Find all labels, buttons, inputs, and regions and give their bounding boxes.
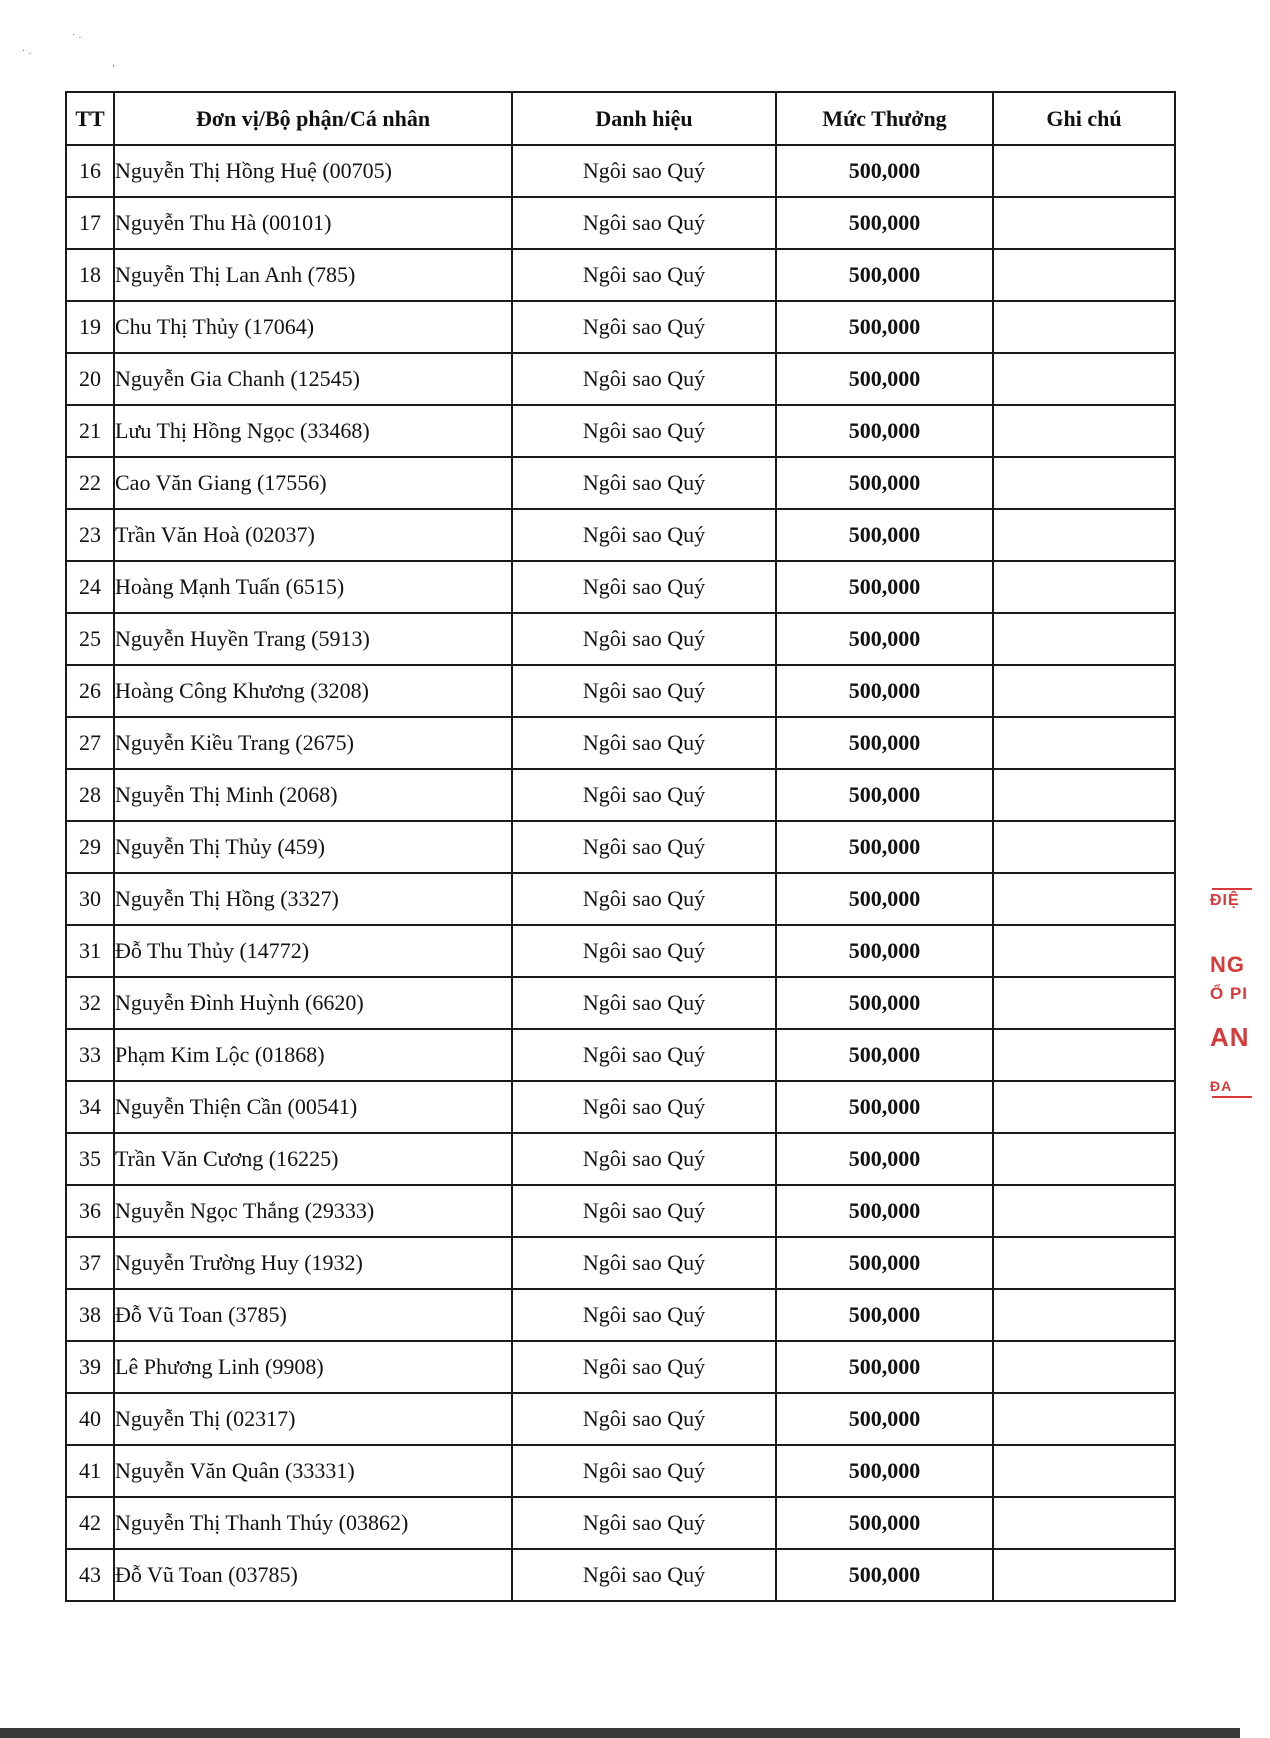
cell-amount: 500,000 bbox=[776, 249, 993, 301]
cell-name: Nguyễn Thị Hồng (3327) bbox=[114, 873, 512, 925]
cell-name: Nguyễn Thị Thủy (459) bbox=[114, 821, 512, 873]
table-row bbox=[66, 1029, 1175, 1081]
table-row bbox=[66, 821, 1175, 873]
cell-tt: 38 bbox=[66, 1289, 114, 1341]
cell-name: Hoàng Mạnh Tuấn (6515) bbox=[114, 561, 512, 613]
cell-name: Trần Văn Cương (16225) bbox=[114, 1133, 512, 1185]
cell-title: Ngôi sao Quý bbox=[512, 1445, 776, 1497]
cell-tt: 42 bbox=[66, 1497, 114, 1549]
cell-name: Cao Văn Giang (17556) bbox=[114, 457, 512, 509]
cell-amount: 500,000 bbox=[776, 457, 993, 509]
cell-note bbox=[993, 249, 1175, 301]
cell-amount: 500,000 bbox=[776, 197, 993, 249]
cell-note bbox=[993, 977, 1175, 1029]
cell-tt: 16 bbox=[66, 145, 114, 197]
cell-amount: 500,000 bbox=[776, 1289, 993, 1341]
cell-amount: 500,000 bbox=[776, 1185, 993, 1237]
cell-amount: 500,000 bbox=[776, 665, 993, 717]
cell-note bbox=[993, 405, 1175, 457]
cell-note bbox=[993, 1289, 1175, 1341]
table-row bbox=[66, 561, 1175, 613]
cell-note bbox=[993, 1549, 1175, 1601]
cell-note bbox=[993, 821, 1175, 873]
cell-title: Ngôi sao Quý bbox=[512, 509, 776, 561]
scan-speck: · . bbox=[72, 30, 82, 41]
cell-name: Lưu Thị Hồng Ngọc (33468) bbox=[114, 405, 512, 457]
cell-note bbox=[993, 1393, 1175, 1445]
cell-name: Phạm Kim Lộc (01868) bbox=[114, 1029, 512, 1081]
header-tt: TT bbox=[66, 92, 114, 145]
cell-amount: 500,000 bbox=[776, 977, 993, 1029]
cell-tt: 19 bbox=[66, 301, 114, 353]
cell-name: Nguyễn Trường Huy (1932) bbox=[114, 1237, 512, 1289]
table-row bbox=[66, 1081, 1175, 1133]
table-row bbox=[66, 769, 1175, 821]
cell-tt: 17 bbox=[66, 197, 114, 249]
cell-note bbox=[993, 717, 1175, 769]
cell-amount: 500,000 bbox=[776, 1029, 993, 1081]
cell-amount: 500,000 bbox=[776, 613, 993, 665]
cell-note bbox=[993, 613, 1175, 665]
cell-title: Ngôi sao Quý bbox=[512, 717, 776, 769]
table-row bbox=[66, 197, 1175, 249]
cell-tt: 22 bbox=[66, 457, 114, 509]
table-row bbox=[66, 1497, 1175, 1549]
scan-speck: · . bbox=[22, 46, 32, 57]
cell-note bbox=[993, 873, 1175, 925]
cell-note bbox=[993, 665, 1175, 717]
cell-name: Nguyễn Thị Minh (2068) bbox=[114, 769, 512, 821]
cell-tt: 39 bbox=[66, 1341, 114, 1393]
cell-title: Ngôi sao Quý bbox=[512, 613, 776, 665]
cell-title: Ngôi sao Quý bbox=[512, 1237, 776, 1289]
table-row bbox=[66, 301, 1175, 353]
cell-title: Ngôi sao Quý bbox=[512, 1185, 776, 1237]
cell-tt: 24 bbox=[66, 561, 114, 613]
table-row bbox=[66, 613, 1175, 665]
cell-name: Đỗ Thu Thủy (14772) bbox=[114, 925, 512, 977]
cell-tt: 25 bbox=[66, 613, 114, 665]
table-header-row bbox=[66, 92, 1175, 145]
cell-note bbox=[993, 145, 1175, 197]
cell-name: Nguyễn Thu Hà (00101) bbox=[114, 197, 512, 249]
cell-tt: 23 bbox=[66, 509, 114, 561]
cell-title: Ngôi sao Quý bbox=[512, 301, 776, 353]
table-row bbox=[66, 977, 1175, 1029]
cell-note bbox=[993, 1029, 1175, 1081]
cell-name: Nguyễn Đình Huỳnh (6620) bbox=[114, 977, 512, 1029]
stamp-text: AN bbox=[1210, 1022, 1250, 1052]
award-table bbox=[65, 91, 1176, 1602]
cell-title: Ngôi sao Quý bbox=[512, 1081, 776, 1133]
cell-amount: 500,000 bbox=[776, 1341, 993, 1393]
cell-name: Lê Phương Linh (9908) bbox=[114, 1341, 512, 1393]
cell-amount: 500,000 bbox=[776, 717, 993, 769]
table-row bbox=[66, 405, 1175, 457]
cell-title: Ngôi sao Quý bbox=[512, 769, 776, 821]
cell-amount: 500,000 bbox=[776, 821, 993, 873]
cell-title: Ngôi sao Quý bbox=[512, 1549, 776, 1601]
cell-note bbox=[993, 769, 1175, 821]
cell-note bbox=[993, 1185, 1175, 1237]
cell-tt: 32 bbox=[66, 977, 114, 1029]
cell-title: Ngôi sao Quý bbox=[512, 1133, 776, 1185]
table-row bbox=[66, 249, 1175, 301]
cell-name: Nguyễn Thị (02317) bbox=[114, 1393, 512, 1445]
cell-amount: 500,000 bbox=[776, 353, 993, 405]
cell-note bbox=[993, 1341, 1175, 1393]
cell-name: Đỗ Vũ Toan (03785) bbox=[114, 1549, 512, 1601]
cell-tt: 18 bbox=[66, 249, 114, 301]
table-row bbox=[66, 1133, 1175, 1185]
table-row bbox=[66, 1341, 1175, 1393]
cell-tt: 41 bbox=[66, 1445, 114, 1497]
scan-edge bbox=[0, 1728, 1240, 1738]
cell-name: Nguyễn Thị Hồng Huệ (00705) bbox=[114, 145, 512, 197]
cell-title: Ngôi sao Quý bbox=[512, 977, 776, 1029]
header-note: Ghi chú bbox=[993, 92, 1175, 145]
stamp-line bbox=[1212, 888, 1252, 890]
cell-title: Ngôi sao Quý bbox=[512, 873, 776, 925]
cell-note bbox=[993, 1445, 1175, 1497]
cell-name: Trần Văn Hoà (02037) bbox=[114, 509, 512, 561]
stamp-line bbox=[1212, 1096, 1252, 1098]
cell-tt: 20 bbox=[66, 353, 114, 405]
table-body bbox=[66, 145, 1175, 1601]
cell-title: Ngôi sao Quý bbox=[512, 1341, 776, 1393]
cell-title: Ngôi sao Quý bbox=[512, 561, 776, 613]
cell-tt: 43 bbox=[66, 1549, 114, 1601]
table-row bbox=[66, 509, 1175, 561]
cell-note bbox=[993, 1081, 1175, 1133]
table-row bbox=[66, 1393, 1175, 1445]
cell-note bbox=[993, 457, 1175, 509]
cell-amount: 500,000 bbox=[776, 1497, 993, 1549]
cell-title: Ngôi sao Quý bbox=[512, 665, 776, 717]
stamp-text: NG bbox=[1210, 952, 1245, 977]
cell-tt: 36 bbox=[66, 1185, 114, 1237]
cell-tt: 21 bbox=[66, 405, 114, 457]
cell-amount: 500,000 bbox=[776, 1237, 993, 1289]
table-row bbox=[66, 1549, 1175, 1601]
cell-tt: 30 bbox=[66, 873, 114, 925]
cell-name: Đỗ Vũ Toan (3785) bbox=[114, 1289, 512, 1341]
stamp-text: Ổ PI bbox=[1210, 984, 1249, 1003]
stamp-text: ĐIỆ bbox=[1210, 892, 1240, 909]
cell-tt: 40 bbox=[66, 1393, 114, 1445]
table-row bbox=[66, 925, 1175, 977]
cell-note bbox=[993, 509, 1175, 561]
table-row bbox=[66, 665, 1175, 717]
scan-speck: , bbox=[112, 58, 116, 69]
table-row bbox=[66, 353, 1175, 405]
cell-amount: 500,000 bbox=[776, 405, 993, 457]
cell-name: Nguyễn Gia Chanh (12545) bbox=[114, 353, 512, 405]
cell-title: Ngôi sao Quý bbox=[512, 925, 776, 977]
cell-note bbox=[993, 197, 1175, 249]
cell-amount: 500,000 bbox=[776, 561, 993, 613]
cell-name: Nguyễn Văn Quân (33331) bbox=[114, 1445, 512, 1497]
cell-note bbox=[993, 1497, 1175, 1549]
cell-tt: 31 bbox=[66, 925, 114, 977]
cell-amount: 500,000 bbox=[776, 1445, 993, 1497]
cell-amount: 500,000 bbox=[776, 1549, 993, 1601]
header-amount: Mức Thưởng bbox=[776, 92, 993, 145]
cell-tt: 28 bbox=[66, 769, 114, 821]
cell-note bbox=[993, 925, 1175, 977]
cell-title: Ngôi sao Quý bbox=[512, 457, 776, 509]
cell-amount: 500,000 bbox=[776, 1393, 993, 1445]
header-name: Đơn vị/Bộ phận/Cá nhân bbox=[114, 92, 512, 145]
cell-name: Nguyễn Thị Thanh Thúy (03862) bbox=[114, 1497, 512, 1549]
cell-note bbox=[993, 1237, 1175, 1289]
cell-title: Ngôi sao Quý bbox=[512, 1029, 776, 1081]
cell-title: Ngôi sao Quý bbox=[512, 249, 776, 301]
cell-title: Ngôi sao Quý bbox=[512, 1289, 776, 1341]
cell-tt: 35 bbox=[66, 1133, 114, 1185]
table-row bbox=[66, 1185, 1175, 1237]
cell-note bbox=[993, 301, 1175, 353]
cell-amount: 500,000 bbox=[776, 769, 993, 821]
cell-amount: 500,000 bbox=[776, 925, 993, 977]
table-row bbox=[66, 1289, 1175, 1341]
table-row bbox=[66, 145, 1175, 197]
cell-note bbox=[993, 1133, 1175, 1185]
stamp-text: ĐA bbox=[1210, 1078, 1233, 1094]
cell-name: Chu Thị Thủy (17064) bbox=[114, 301, 512, 353]
cell-tt: 33 bbox=[66, 1029, 114, 1081]
cell-title: Ngôi sao Quý bbox=[512, 353, 776, 405]
cell-amount: 500,000 bbox=[776, 1133, 993, 1185]
cell-title: Ngôi sao Quý bbox=[512, 1497, 776, 1549]
cell-tt: 26 bbox=[66, 665, 114, 717]
cell-tt: 34 bbox=[66, 1081, 114, 1133]
cell-note bbox=[993, 353, 1175, 405]
cell-title: Ngôi sao Quý bbox=[512, 821, 776, 873]
cell-amount: 500,000 bbox=[776, 509, 993, 561]
cell-tt: 37 bbox=[66, 1237, 114, 1289]
table-row bbox=[66, 717, 1175, 769]
cell-amount: 500,000 bbox=[776, 873, 993, 925]
cell-name: Nguyễn Huyền Trang (5913) bbox=[114, 613, 512, 665]
table-row bbox=[66, 1445, 1175, 1497]
cell-title: Ngôi sao Quý bbox=[512, 1393, 776, 1445]
cell-note bbox=[993, 561, 1175, 613]
cell-title: Ngôi sao Quý bbox=[512, 145, 776, 197]
cell-amount: 500,000 bbox=[776, 301, 993, 353]
cell-name: Hoàng Công Khương (3208) bbox=[114, 665, 512, 717]
cell-tt: 27 bbox=[66, 717, 114, 769]
cell-amount: 500,000 bbox=[776, 1081, 993, 1133]
cell-title: Ngôi sao Quý bbox=[512, 197, 776, 249]
cell-name: Nguyễn Thị Lan Anh (785) bbox=[114, 249, 512, 301]
header-title: Danh hiệu bbox=[512, 92, 776, 145]
red-stamp-fragment bbox=[1210, 880, 1250, 1110]
cell-name: Nguyễn Kiều Trang (2675) bbox=[114, 717, 512, 769]
cell-tt: 29 bbox=[66, 821, 114, 873]
table-row bbox=[66, 457, 1175, 509]
cell-name: Nguyễn Thiện Cần (00541) bbox=[114, 1081, 512, 1133]
table-row bbox=[66, 1237, 1175, 1289]
cell-name: Nguyễn Ngọc Thắng (29333) bbox=[114, 1185, 512, 1237]
table-row bbox=[66, 873, 1175, 925]
cell-amount: 500,000 bbox=[776, 145, 993, 197]
cell-title: Ngôi sao Quý bbox=[512, 405, 776, 457]
